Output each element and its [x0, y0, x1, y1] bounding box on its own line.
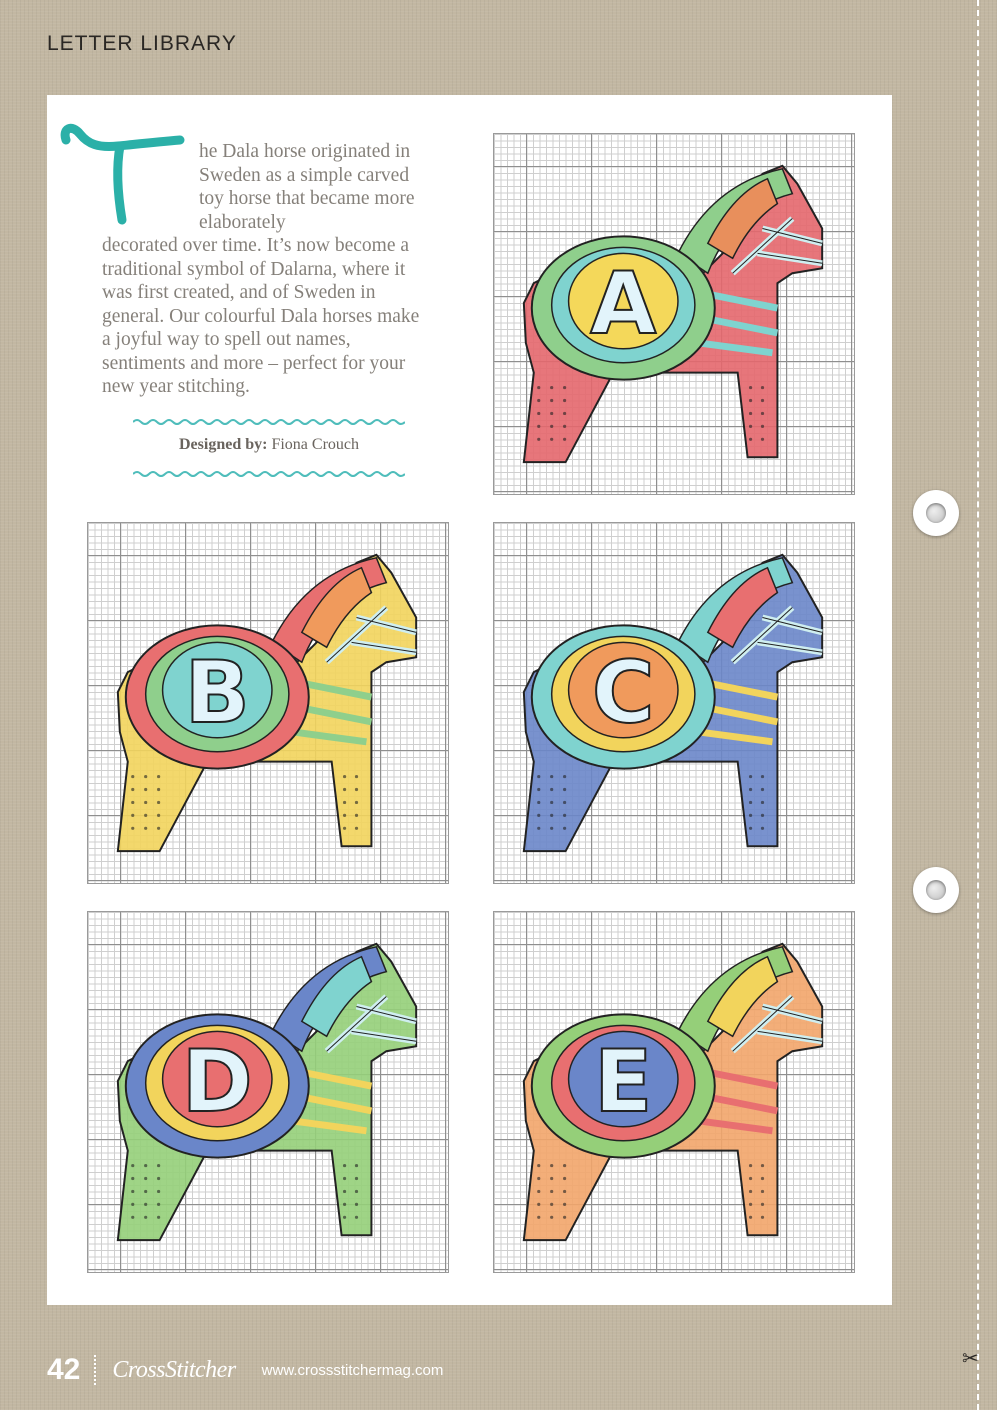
cut-line — [977, 0, 979, 1410]
chart-letter-b — [87, 522, 449, 884]
brand-logo: CrossStitcher — [112, 1356, 236, 1383]
intro-text — [102, 140, 432, 399]
letter-glyph: E — [594, 1032, 653, 1132]
chart-letter-a — [493, 133, 855, 495]
dala-horse-d — [88, 912, 448, 1272]
credit-name: Fiona Crouch — [271, 436, 359, 453]
chart-letter-e — [493, 911, 855, 1273]
designer-credit — [133, 436, 405, 454]
chart-letter-d — [87, 911, 449, 1273]
intro-body: decorated over time. It’s now become a traditional symbol of Dalarna, where it was first created, and of Sweden in general. Our colourful Dala horses make a joyful way to spell out names, sentiments and more – perfect for your new year stitching. — [102, 235, 420, 397]
letter-glyph: C — [591, 643, 655, 743]
section-label: LETTER LIBRARY — [47, 32, 237, 55]
binder-hole-bottom — [913, 867, 959, 913]
page-footer — [47, 1350, 443, 1390]
binder-hole-top — [913, 490, 959, 536]
page-number: 42 — [47, 1353, 81, 1386]
footer-divider — [94, 1355, 96, 1385]
dala-horse-e — [494, 912, 854, 1272]
chart-letter-c — [493, 522, 855, 884]
intro-opening: he Dala horse originated in Sweden as a simple carved toy horse that became more elaborately — [199, 141, 415, 233]
letter-glyph: D — [181, 1032, 253, 1132]
dala-horse-b — [88, 523, 448, 883]
dala-horse-c — [494, 523, 854, 883]
wave-divider-top — [133, 417, 405, 427]
letter-glyph: A — [590, 254, 657, 354]
scissors-icon: ✂ — [962, 1348, 979, 1370]
letter-glyph: B — [184, 643, 250, 743]
wave-divider-bottom — [133, 469, 405, 479]
dala-horse-a — [494, 134, 854, 494]
website-url: www.crossstitchermag.com — [261, 1361, 444, 1379]
credit-label: Designed by: — [179, 436, 268, 453]
